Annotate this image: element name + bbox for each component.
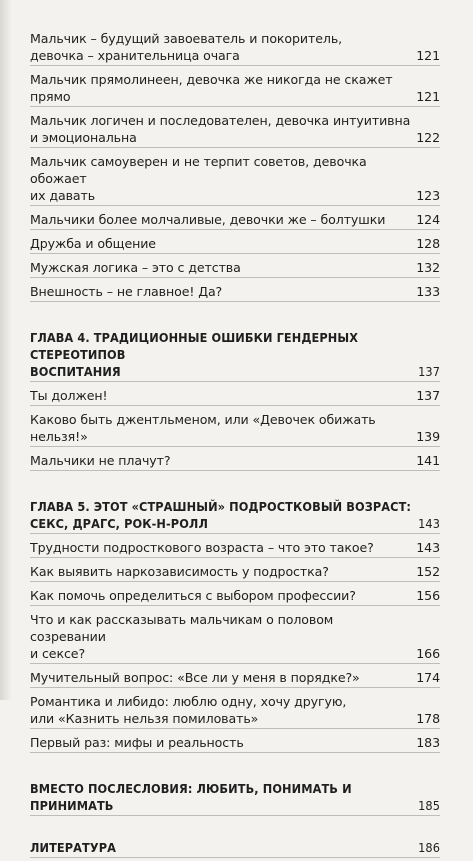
toc-entry-title: Мальчики не плачут?	[30, 453, 171, 468]
toc-entry-title: Мальчик прямолинеен, девочка же никогда не скажет прямо	[30, 72, 393, 104]
afterword-page: 185	[418, 798, 440, 813]
page-gutter-shadow	[0, 0, 12, 700]
toc-entry	[30, 561, 440, 582]
toc-entry	[30, 233, 440, 254]
toc-entry	[30, 151, 440, 206]
toc-entry	[30, 257, 440, 278]
section-spacer	[30, 819, 440, 837]
chapter-page: 143	[418, 516, 440, 531]
toc-entry	[30, 450, 440, 471]
toc-entry-page: 137	[416, 388, 440, 403]
toc-entry	[30, 209, 440, 230]
chapter-title: ГЛАВА 4. ТРАДИЦИОННЫЕ ОШИБКИ ГЕНДЕРНЫХ СТЕРЕОТИПОВ ВОСПИТАНИЯ	[30, 330, 359, 379]
toc-entry-page: 166	[416, 646, 440, 661]
section-spacer	[30, 756, 440, 778]
toc-entry	[30, 69, 440, 107]
toc-entry-page: 128	[416, 236, 440, 251]
toc-entry	[30, 537, 440, 558]
chapter-page: 137	[418, 364, 440, 379]
table-of-contents	[30, 28, 440, 861]
toc-entry-title: Как выявить наркозависимость у подростка?	[30, 564, 329, 579]
toc-entry	[30, 667, 440, 688]
toc-entry	[30, 732, 440, 753]
toc-entry	[30, 281, 440, 302]
section-spacer	[30, 474, 440, 496]
toc-entry	[30, 110, 440, 148]
toc-entry-title: Внешность – не главное! Да?	[30, 284, 223, 299]
toc-entry-title: Мальчики более молчаливые, девочки же – болтушки	[30, 212, 386, 227]
toc-entry	[30, 409, 440, 447]
toc-entry-page: 121	[416, 89, 440, 104]
toc-entry-title: Как помочь определиться с выбором профессии?	[30, 588, 356, 603]
toc-chapter-5	[30, 496, 440, 534]
chapter-title: ГЛАВА 5. ЭТОТ «СТРАШНЫЙ» ПОДРОСТКОВЫЙ ВОЗРАСТ: СЕКС, ДРАГС, РОК-Н-РОЛЛ	[30, 499, 412, 531]
toc-entry-page: 143	[416, 540, 440, 555]
toc-entry-page: 124	[416, 212, 440, 227]
toc-entry	[30, 385, 440, 406]
toc-entry-title: Мальчик самоуверен и не терпит советов, девочка обожает их давать	[30, 154, 367, 203]
toc-entry-page: 156	[416, 588, 440, 603]
toc-entry-title: Ты должен!	[30, 388, 108, 403]
section-spacer	[30, 305, 440, 327]
toc-entry-page: 133	[416, 284, 440, 299]
toc-entry-page: 123	[416, 188, 440, 203]
toc-entry-title: Что и как рассказывать мальчикам о половом созревании и сексе?	[30, 612, 334, 661]
toc-entry	[30, 585, 440, 606]
toc-afterword	[30, 778, 440, 816]
toc-entry-page: 139	[416, 429, 440, 444]
toc-entry-page: 122	[416, 130, 440, 145]
toc-entry-title: Мальчик – будущий завоеватель и покоритель, девочка – хранительница очага	[30, 31, 343, 63]
toc-entry-page: 152	[416, 564, 440, 579]
literature-title: ЛИТЕРАТУРА	[30, 840, 116, 855]
toc-chapter-4	[30, 327, 440, 382]
toc-entry-page: 174	[416, 670, 440, 685]
toc-entry-title: Мучительный вопрос: «Все ли у меня в порядке?»	[30, 670, 360, 685]
toc-entry-title: Мальчик логичен и последователен, девочка интуитивна и эмоциональна	[30, 113, 411, 145]
literature-page: 186	[418, 840, 440, 855]
toc-entry	[30, 28, 440, 66]
toc-entry-title: Каково быть джентльменом, или «Девочек обижать нельзя!»	[30, 412, 376, 444]
toc-entry	[30, 691, 440, 729]
toc-entry-page: 178	[416, 711, 440, 726]
toc-entry-title: Трудности подросткового возраста – что это такое?	[30, 540, 374, 555]
toc-entry-title: Романтика и либидо: люблю одну, хочу другую, или «Казнить нельзя помиловать»	[30, 694, 347, 726]
toc-entry-page: 121	[416, 48, 440, 63]
toc-entry-page: 183	[416, 735, 440, 750]
toc-entry-page: 141	[416, 453, 440, 468]
toc-entry-title: Первый раз: мифы и реальность	[30, 735, 244, 750]
toc-entry-title: Мужская логика – это с детства	[30, 260, 241, 275]
toc-entry	[30, 609, 440, 664]
afterword-title: ВМЕСТО ПОСЛЕСЛОВИЯ: ЛЮБИТЬ, ПОНИМАТЬ И ПРИНИМАТЬ	[30, 781, 352, 813]
toc-entry-title: Дружба и общение	[30, 236, 156, 251]
toc-literature	[30, 837, 440, 858]
toc-entry-page: 132	[416, 260, 440, 275]
